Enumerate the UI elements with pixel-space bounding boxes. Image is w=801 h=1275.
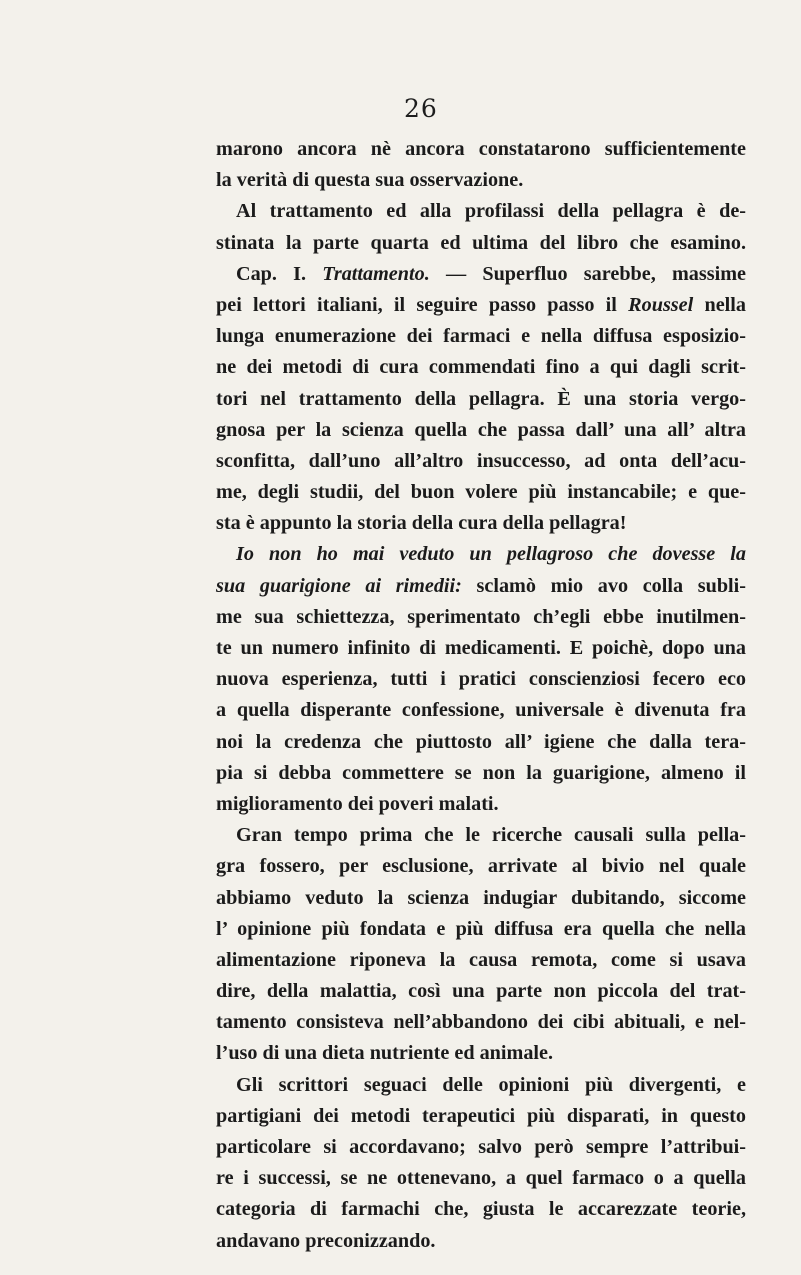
text-line: Gran tempo prima che le ricerche causali sulla pella- (236, 824, 746, 847)
line-text: — Superfluo sarebbe, massime (429, 262, 746, 285)
text-line (216, 539, 746, 570)
text-line: pia si debba commettere se non la guarigione, almeno il (216, 761, 746, 784)
line-text: nella (693, 293, 746, 316)
text-line (216, 290, 746, 321)
text-line: sconfitta, dall’uno all’altro insuccesso, ad onta dell’acu- (216, 449, 746, 472)
text-line: abbiamo veduto la scienza indugiar dubitando, siccome (216, 886, 746, 909)
text-line: l’uso di una dieta nutriente ed animale. (216, 1042, 554, 1065)
text-line: dire, della malattia, così una parte non piccola del trat- (216, 980, 746, 1003)
text-line: me sua schiettezza, sperimentato ch’egli ebbe inutilmen- (216, 605, 746, 628)
text-line: me, degli studii, del buon volere più instancabile; e que- (216, 481, 746, 504)
text-line (216, 259, 746, 290)
text-line: la verità di questa sua osservazione. (216, 169, 524, 192)
text-line: Gli scrittori seguaci delle opinioni più divergenti, e (236, 1073, 746, 1096)
line-text: pei lettori italiani, il seguire passo passo il (216, 293, 629, 316)
italic-text: Trattamento. (322, 262, 430, 285)
page-number: 26 (404, 94, 438, 123)
text-line: tamento consisteva nell’abbandono dei cibi abituali, e nel- (216, 1011, 746, 1034)
text-line: Al trattamento ed alla profilassi della pellagra è de- (236, 200, 746, 223)
text-line: tori nel trattamento della pellagra. È una storia vergo- (216, 387, 746, 410)
text-line: alimentazione riponeva la causa remota, come si usava (216, 948, 746, 971)
text-line (216, 571, 746, 602)
line-text: sclamò mio avo colla subli- (461, 574, 746, 597)
text-line: categoria di farmachi che, giusta le accarezzate teorie, (216, 1198, 746, 1221)
text-line: lunga enumerazione dei farmaci e nella diffusa esposizio- (216, 325, 746, 348)
body-text (216, 134, 746, 1257)
text-line: te un numero infinito di medicamenti. E poichè, dopo una (216, 637, 746, 659)
text-line: ne dei metodi di cura commendati fino a qui dagli scrit- (216, 356, 746, 379)
italic-text: Roussel (628, 293, 694, 316)
text-line: andavano preconizzando. (216, 1229, 436, 1252)
text-line: particolare si accordavano; salvo però sempre l’attribui- (216, 1136, 746, 1158)
text-line: partigiani dei metodi terapeutici più disparati, in questo (216, 1104, 746, 1127)
text-line: re i successi, se ne ottenevano, a quel farmaco o a quella (216, 1167, 746, 1190)
text-line: noi la credenza che piuttosto all’ igiene che dalla tera- (216, 730, 746, 753)
text-line: sta è appunto la storia della cura della pellagra! (216, 512, 627, 535)
text-line: gnosa per la scienza quella che passa dall’ una all’ altra (216, 418, 746, 441)
text-line: miglioramento dei poveri malati. (216, 792, 499, 815)
line-text: Cap. I. (236, 262, 323, 285)
text-line: stinata la parte quarta ed ultima del libro che esamino. (216, 231, 746, 254)
text-line: marono ancora nè ancora constatarono sufficientemente (216, 138, 746, 160)
italic-text: Io non ho mai veduto un pellagroso che dovesse la (236, 543, 746, 566)
text-line: gra fossero, per esclusione, arrivate al bivio nel quale (216, 855, 746, 878)
text-line: l’ opinione più fondata e più diffusa era quella che nella (216, 917, 746, 940)
text-line: a quella disperante confessione, universale è divenuta fra (216, 699, 746, 722)
italic-text: sua guarigione ai rimedii: (216, 574, 462, 597)
text-line: nuova esperienza, tutti i pratici conscienziosi fecero eco (216, 668, 746, 691)
